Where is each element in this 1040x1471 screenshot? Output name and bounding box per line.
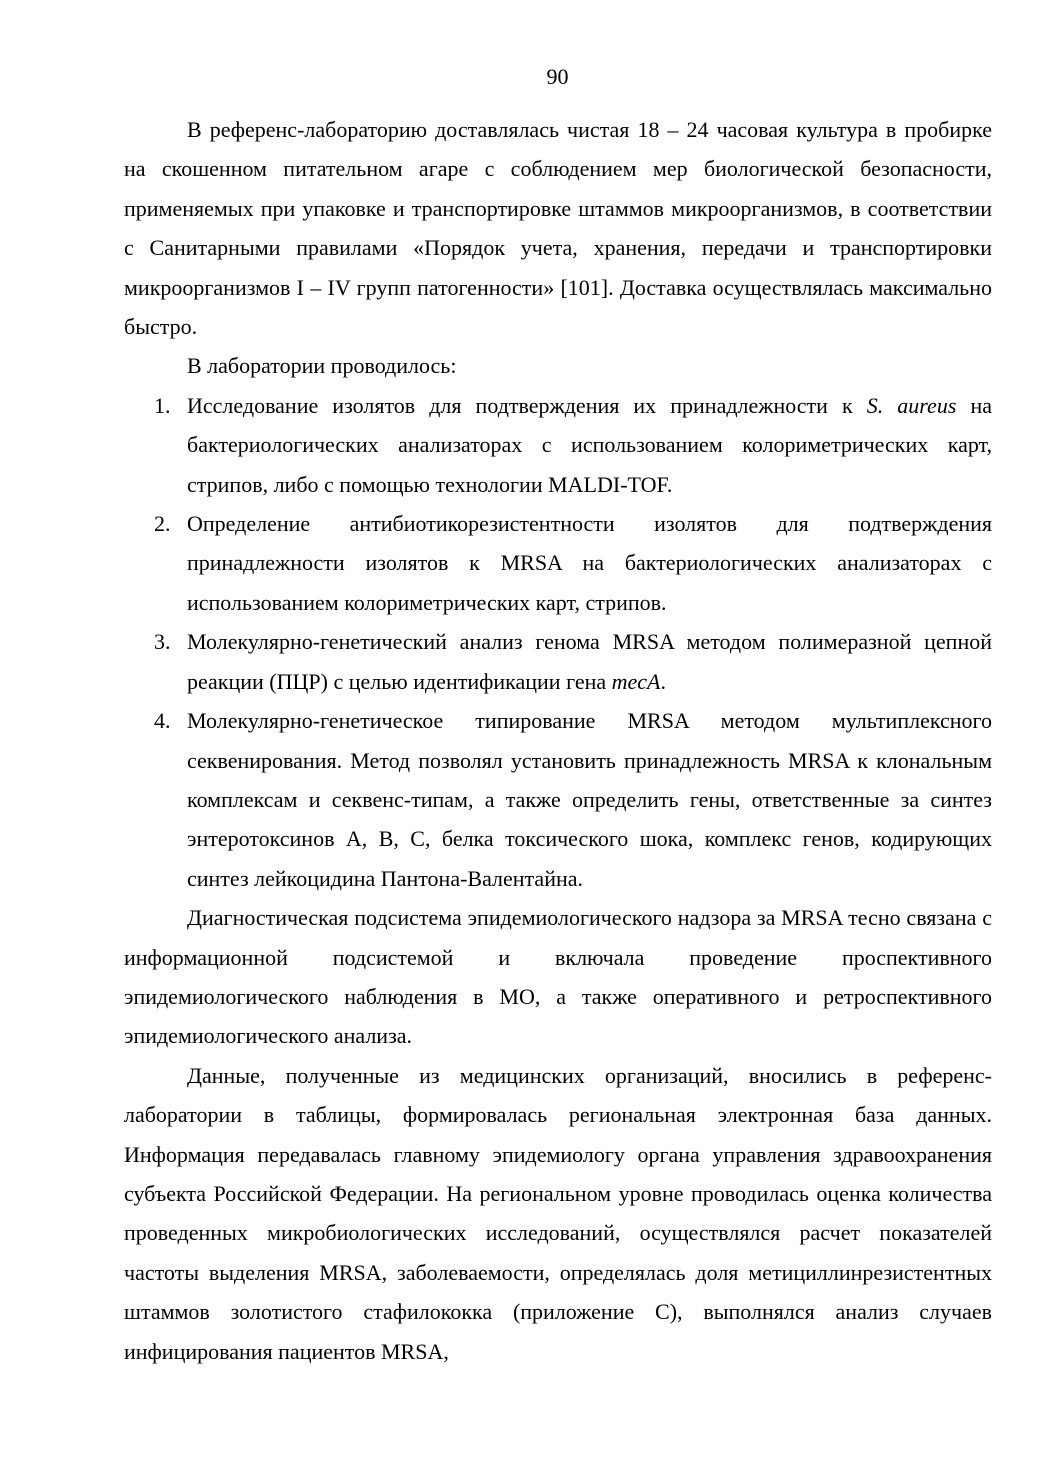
list-item [124,622,992,701]
list-item-text-end: на бактериологических анализаторах с использованием колориметрических карт, стрипов, либо с помощью технологии MALDI-TOF. [187,392,992,497]
list-item-text: Молекулярно-генетический анализ генома MRSA методом полимеразной цепной реакции (ПЦР) с целью идентификации гена [187,629,992,694]
list-item-italic: mecA [611,668,661,694]
list-item [124,504,992,622]
page-number: 90 [546,64,569,89]
list-item [124,701,992,898]
paragraph-delivery: В референс-лабораторию доставлялась чистая 18 – 24 часовая культура в пробирке на скошенном питательном агаре с соблюдением мер биологической безопасности, применяемых при упаковке и транспортировке штаммов микроорганизмов, в соответствии с Санитарными правилами «Порядок учета, хранения, передачи и транспортировки микроорганизмов I – IV групп патогенности» [101]. Доставка осуществлялась максимально быстро. [124,117,992,340]
list-item-text: Определение антибиотикорезистентности изолятов для подтверждения принадлежности изолятов к MRSA на бактериологических анализаторах с использованием колориметрических карт, стрипов. [187,511,992,615]
lab-procedures-list [124,386,992,898]
list-item-number: 2. [154,511,171,537]
list-item-number: 4. [154,708,171,734]
paragraph-lab-intro: В лаборатории проводилось: [187,353,457,379]
list-item-text: Исследование изолятов для подтверждения их принадлежности к [187,392,867,418]
list-item-text-end: . [660,668,666,694]
list-item-text: Молекулярно-генетическое типирование MRSA методом мультиплексного секвенирования. Метод позволял установить принадлежность MRSA к клональным комплексам и секвенс-типам, а также определить гены, ответственные за синтез энтеротоксинов А, В, С, белка токсического шока, комплекс генов, кодирующих синтез лейкоцидина Пантона-Валентайна. [187,708,992,891]
list-item-italic: S. aureus [866,392,957,418]
list-item-number: 1. [154,392,171,418]
paragraph-diagnostic-subsystem: Диагностическая подсистема эпидемиологического надзора за MRSA тесно связана с информационной подсистемой и включала проведение проспективного эпидемиологического наблюдения в МО, а также оперативного и ретроспективного эпидемиологического анализа. [124,905,992,1049]
paragraph-data-flow: Данные, полученные из медицинских организаций, вносились в референс-лаборатории в таблицы, формировалась региональная электронная база данных. Информация передавалась главному эпидемиологу органа управления здравоохранения субъекта Российской Федерации. На региональном уровне проводилась оценка количества проведенных микробиологических исследований, осуществлялся расчет показателей частоты выделения MRSA, заболеваемости, определялась доля метициллинрезистентных штаммов золотистого стафилококка (приложение С), выполнялся анализ случаев инфицирования пациентов MRSA, [124,1062,992,1364]
page-body [124,110,992,1371]
list-item [124,386,992,504]
list-item-number: 3. [154,629,171,655]
